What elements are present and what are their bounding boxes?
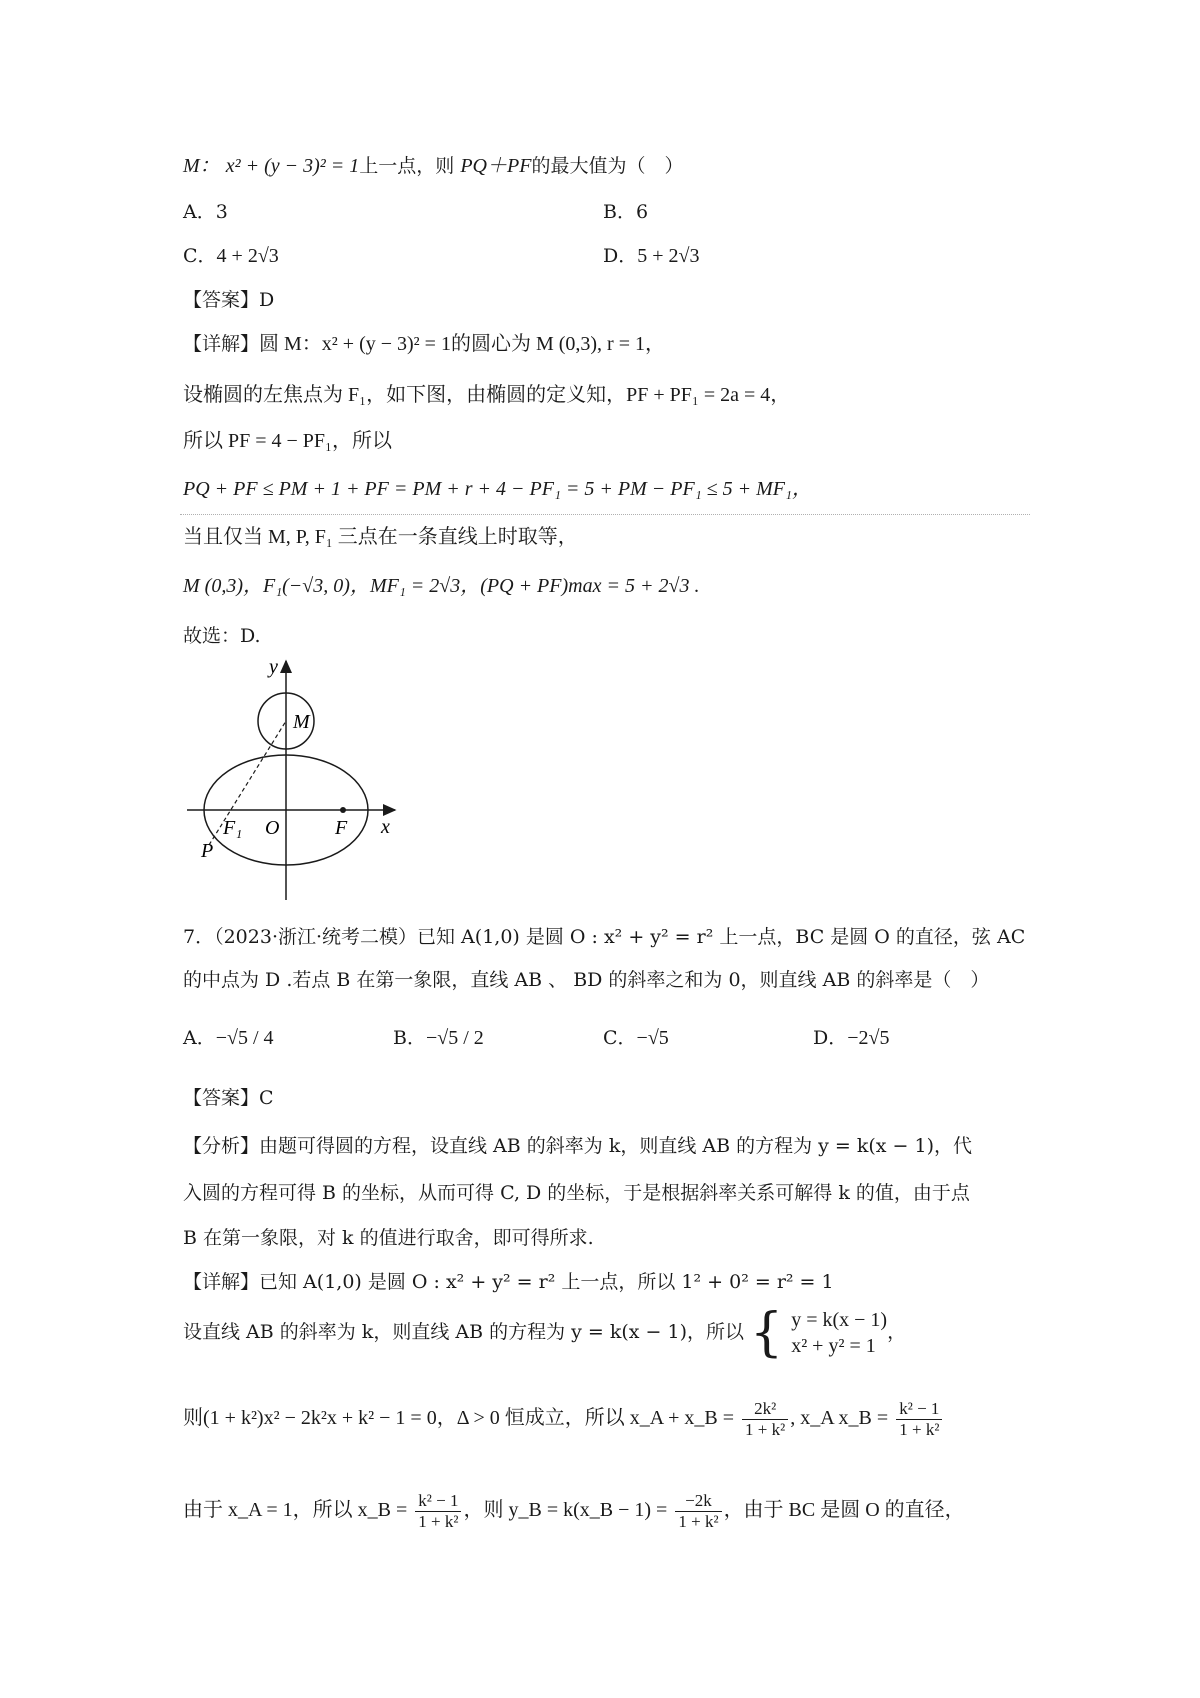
q7-option-b: B．−√5 / 2	[393, 1027, 484, 1049]
q7-option-a: A．−√5 / 4	[183, 1027, 274, 1049]
label-m: M	[293, 711, 310, 733]
fraction: $\frac{-2k}{\text{1 + k²}}$	[675, 1491, 721, 1532]
q6-stem-text: 上一点，则	[359, 155, 455, 177]
q6-stem-circle: M：	[183, 155, 220, 177]
q7-analysis-1: 【分析】由题可得圆的方程，设直线 AB 的斜率为 k，则直线 AB 的方程为 y = k(x − 1)，代	[183, 1135, 973, 1157]
q6-detail-1: 【详解】圆 M：x² + (y − 3)² = 1的圆心为 M (0,3), r = 1，	[183, 333, 665, 355]
q7-detail-1: 【详解】已知 A(1,0) 是圆 O : x² + y² = r² 上一点，所以 1² + 0² = r² = 1	[183, 1271, 834, 1293]
ellipse-circle-figure	[185, 655, 410, 900]
q6-option-b: B．6	[603, 201, 649, 223]
q7-detail-4: 由于 x_A = 1，所以 x_B = $\frac{\text{k² − 1}}{\text{1 + k²}}$ ，则 y_B = k(x_B − 1) = $\frac{-2k}{\text{1 + k²}}$ ，由于 BC 是圆 O 的直径，	[183, 1490, 965, 1531]
q7-analysis-2: 入圆的方程可得 B 的坐标，从而可得 C, D 的坐标，于是根据斜率关系可解得 k 的值，由于点	[183, 1182, 970, 1204]
q7-option-d-value: −2√5	[847, 1027, 890, 1049]
label-o: O	[265, 817, 280, 839]
q7-option-c: C．−√5	[603, 1027, 669, 1049]
fraction: $\frac{\text{k² − 1}}{\text{1 + k²}}$	[415, 1491, 461, 1532]
equation-system: y = k(x − 1) x² + y² = 1	[791, 1309, 888, 1357]
q7-answer	[183, 1084, 274, 1112]
q6-answer	[183, 286, 274, 314]
q7-stem-2: 的中点为 D .若点 B 在第一象限，直线 AB 、 BD 的斜率之和为 0，则直线 AB 的斜率是（ ）	[183, 969, 990, 991]
q6-stem-expression: PQ＋PF	[460, 155, 532, 177]
q7-option-d: D．−2√5	[813, 1027, 890, 1049]
fraction: $\frac{\text{2k²}}{\text{1 + k²}}$	[742, 1399, 788, 1440]
q7-answer-value: C	[259, 1087, 274, 1109]
answer-tag: 【答案】	[183, 289, 260, 311]
label-x: x	[381, 816, 390, 838]
q6-stem-equation: x² + (y − 3)² = 1	[225, 155, 360, 177]
q6-conclusion: 故选：D.	[183, 625, 261, 647]
q6-option-d-value: 5 + 2√3	[637, 245, 700, 267]
page-divider	[180, 514, 1030, 515]
analysis-tag: 【分析】	[183, 1135, 260, 1157]
detail-tag: 【详解】	[183, 1271, 260, 1293]
q6-option-c-value: 4 + 2√3	[216, 245, 279, 267]
label-f: F	[335, 817, 348, 839]
fraction: $\frac{\text{k² − 1}}{\text{1 + k²}}$	[896, 1399, 942, 1440]
q7-stem-1: 7．（2023·浙江·统考二模）已知 A(1,0) 是圆 O : x² + y² = r² 上一点，BC 是圆 O 的直径，弦 AC	[183, 926, 1026, 948]
q7-detail-2: 设直线 AB 的斜率为 k，则直线 AB 的方程为 y = k(x − 1)，所以 { y = k(x − 1) x² + y² = 1 ，	[183, 1303, 907, 1363]
q6-detail-2: 设椭圆的左焦点为 F₁，如下图，由椭圆的定义知，PF + PF₁ = 2a = 4，	[183, 384, 791, 406]
q7-option-c-value: −√5	[636, 1027, 669, 1049]
system-brace: {	[750, 1303, 784, 1363]
q6-detail-4: PQ + PF ≤ PM + 1 + PF = PM + r + 4 − PF₁ = 5 + PM − PF₁ ≤ 5 + MF₁，	[183, 478, 812, 500]
label-f1: F₁	[223, 817, 243, 839]
q6-detail-6: M (0,3)，F₁(−√3, 0)，MF₁ = 2√3，(PQ + PF)max = 5 + 2√3 .	[183, 575, 700, 597]
q6-answer-value: D	[259, 289, 275, 311]
q6-stem-tail: 的最大值为（ ）	[531, 155, 684, 177]
q7-analysis-3: B 在第一象限，对 k 的值进行取舍，即可得所求.	[183, 1227, 594, 1249]
q7-option-a-value: −√5 / 4	[215, 1027, 274, 1049]
detail-tag: 【详解】	[183, 333, 260, 355]
q6-option-d: D．5 + 2√3	[603, 245, 700, 267]
q6-option-a: A．3	[183, 201, 228, 223]
q6-option-b-value: 6	[635, 201, 649, 223]
label-p: P	[201, 840, 214, 862]
q6-option-c: C．4 + 2√3	[183, 245, 279, 267]
label-y: y	[269, 656, 278, 678]
q6-detail-3: 所以 PF = 4 − PF₁，所以	[183, 430, 393, 452]
focus-f-point	[340, 807, 346, 813]
q6-stem	[183, 152, 683, 180]
answer-tag: 【答案】	[183, 1087, 260, 1109]
q6-detail-5: 当且仅当 M, P, F₁ 三点在一条直线上时取等，	[183, 526, 578, 548]
q7-option-b-value: −√5 / 2	[425, 1027, 484, 1049]
q6-option-a-value: 3	[215, 201, 228, 223]
q7-detail-3: 则(1 + k²)x² − 2k²x + k² − 1 = 0，Δ > 0 恒成立，所以 x_A + x_B = $\frac{\text{2k²}}{\text{1 + k²}}$ , x_A x_B = $\frac{\text{k² − 1}}{\text{1 + k²}}$	[183, 1394, 944, 1442]
